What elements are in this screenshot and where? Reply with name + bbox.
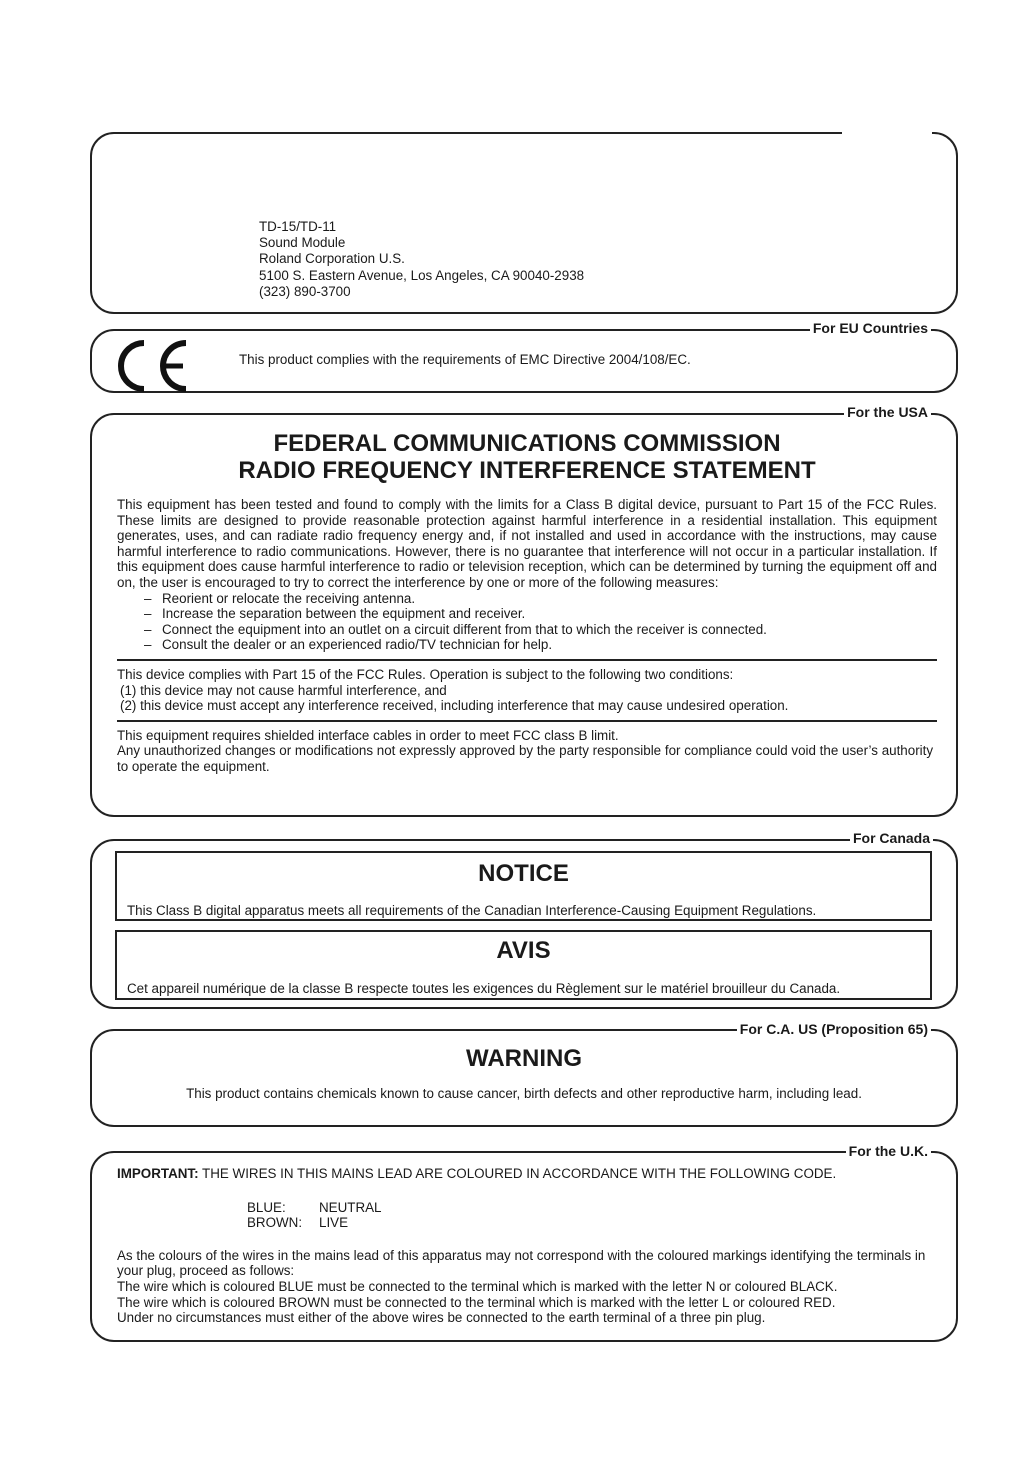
notice-box bbox=[115, 851, 932, 921]
uk-important bbox=[117, 1166, 937, 1182]
prop65-frame bbox=[90, 1029, 958, 1127]
avis-title: AVIS bbox=[496, 937, 551, 964]
notice-text: This Class B digital apparatus meets all requirements of the Canadian Interference-Causing Equipment Regulations. bbox=[127, 903, 817, 918]
wire-code-table bbox=[247, 1200, 937, 1231]
brown-label: BROWN: bbox=[247, 1215, 303, 1231]
company-address: 5100 S. Eastern Avenue, Los Angeles, CA 90040-2938 bbox=[259, 267, 585, 283]
usa-tag: For the USA bbox=[844, 404, 931, 420]
product-type: Sound Module bbox=[259, 235, 346, 251]
fcc-shielded-cables: This equipment requires shielded interface cables in order to meet FCC class B limit. bbox=[117, 727, 619, 743]
uk-tag: For the U.K. bbox=[846, 1143, 931, 1159]
notice-title: NOTICE bbox=[478, 860, 569, 887]
list-item: – Reorient or relocate the receiving antenna. bbox=[117, 591, 937, 607]
canada-tag: For Canada bbox=[850, 830, 933, 846]
fcc-part15-compliance: This device complies with Part 15 of the FCC Rules. Operation is subject to the following two conditions: bbox=[117, 666, 734, 682]
fcc-condition-2: (2) this device must accept any interference received, including interference that may cause undesired operation. bbox=[120, 698, 789, 714]
fcc-statement: This equipment has been tested and found to comply with the limits for a Class B digital device, pursuant to Part 15 of the FCC Rules. These limits are designed to provide reasonable protection against harmful interference in a residential installation. This equipment generates, uses, and can radiate radio frequency energy and, if not installed and used in accordance with the instructions, may cause harmful interference to radio communications. However, there is no guarantee that interference will not occur in a particular installation. If this equipment does cause harmful interference to radio or television reception, which can be determined by turning the equipment off and on, the user is encouraged to try to correct the interference by one or more of the following measures: bbox=[117, 497, 937, 590]
fcc-unauthorized-changes: Any unauthorized changes or modifications not expressly approved by the party responsible for compliance could void the user’s authority to operate the equipment. bbox=[117, 743, 934, 774]
blue-value: NEUTRAL bbox=[319, 1199, 382, 1215]
divider bbox=[117, 659, 937, 661]
fcc-title: FEDERAL COMMUNICATIONS COMMISSION bbox=[273, 430, 781, 457]
avis-box bbox=[115, 930, 932, 1000]
ce-mark-icon bbox=[112, 338, 192, 394]
contact-block bbox=[259, 219, 584, 300]
list-item: – Consult the dealer or an experienced radio/TV technician for help. bbox=[117, 637, 937, 653]
fcc-condition-1: (1) this device may not cause harmful interference, and bbox=[120, 682, 447, 698]
brown-value: LIVE bbox=[319, 1215, 349, 1231]
important-text: THE WIRES IN THIS MAINS LEAD ARE COLOURED IN ACCORDANCE WITH THE FOLLOWING CODE. bbox=[198, 1166, 837, 1181]
wire-row-brown bbox=[247, 1215, 937, 1231]
prop65-tag: For C.A. US (Proposition 65) bbox=[737, 1021, 931, 1037]
model-name: TD-15/TD-11 bbox=[259, 219, 337, 234]
usa-content bbox=[117, 430, 937, 775]
uk-instructions: As the colours of the wires in the mains lead of this apparatus may not correspond with the coloured markings identifying the terminals in your plug, proceed as follows: bbox=[117, 1247, 926, 1279]
important-label: IMPORTANT: bbox=[117, 1166, 199, 1181]
list-item: – Increase the separation between the equipment and receiver. bbox=[117, 606, 937, 622]
warning-title: WARNING bbox=[466, 1045, 582, 1072]
uk-earth-warning: Under no circumstances must either of the above wires be connected to the earth terminal of a three pin plug. bbox=[117, 1310, 766, 1326]
eu-tag: For EU Countries bbox=[810, 320, 931, 336]
divider bbox=[117, 720, 937, 722]
company-name: Roland Corporation U.S. bbox=[259, 251, 405, 267]
avis-text: Cet appareil numérique de la classe B respecte toutes les exigences du Règlement sur le matériel brouilleur du Canada. bbox=[127, 981, 841, 996]
wire-row-blue bbox=[247, 1200, 937, 1216]
list-item: – Connect the equipment into an outlet on a circuit different from that to which the receiver is connected. bbox=[117, 622, 937, 638]
fcc-measures-list bbox=[117, 591, 937, 653]
eu-compliance-text: This product complies with the requirements of EMC Directive 2004/108/EC. bbox=[239, 352, 691, 367]
uk-content bbox=[117, 1166, 937, 1326]
contact-frame-gap bbox=[842, 126, 932, 138]
company-phone: (323) 890-3700 bbox=[259, 283, 351, 299]
uk-brown-instruction: The wire which is coloured BROWN must be connected to the terminal which is marked with the letter L or coloured RED. bbox=[117, 1294, 836, 1310]
fcc-subtitle: RADIO FREQUENCY INTERFERENCE STATEMENT bbox=[238, 457, 816, 484]
blue-label: BLUE: bbox=[247, 1199, 286, 1215]
warning-text: This product contains chemicals known to cause cancer, birth defects and other reproductive harm, including lead. bbox=[186, 1086, 862, 1101]
uk-blue-instruction: The wire which is coloured BLUE must be connected to the terminal which is marked with the letter N or coloured BLACK. bbox=[117, 1278, 838, 1294]
